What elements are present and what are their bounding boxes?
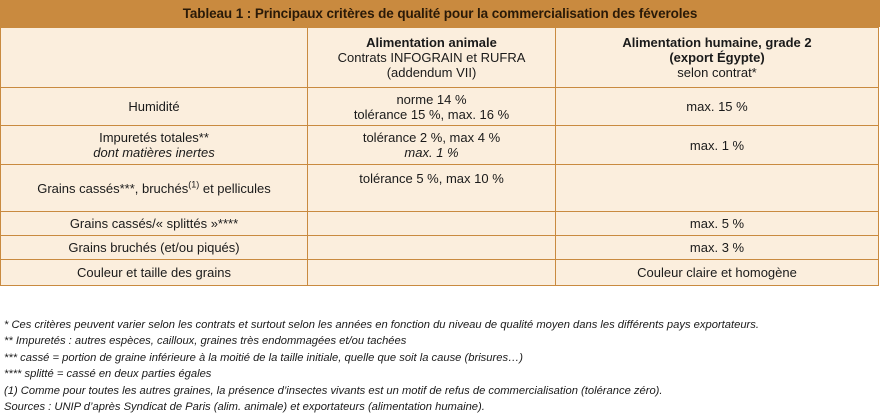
row-label-line: Impuretés totales**: [99, 130, 209, 145]
footnotes: [4, 317, 876, 415]
row-label: [1, 126, 308, 165]
animal-line: tolérance 2 %, max 4 %: [362, 130, 501, 145]
sources-line: Sources : UNIP d’après Syndicat de Paris (alim. animale) et exportateurs (alimentation humaine).: [4, 401, 485, 414]
footnote-line: * Ces critères peuvent varier selon les contrats et surtout selon les années en fonction du niveau de qualité moyen dans les différents pays exportateurs.: [4, 319, 759, 331]
table-row-splittes: [1, 212, 879, 236]
row-label: Couleur et taille des grains: [1, 260, 308, 286]
cell-human: [556, 165, 879, 212]
footnote-ref: (1): [188, 179, 200, 190]
row-label: [1, 165, 308, 212]
header-human-title: Alimentation humaine, grade 2: [622, 35, 812, 50]
row-label-subline: dont matières inertes: [93, 145, 215, 160]
footnote-line: (1) Comme pour toutes les autres graines, la présence d’insectes vivants est un motif de refus de commercialisation (tolérance zéro).: [4, 384, 663, 397]
cell-animal: [308, 236, 556, 260]
table-row-bruches: [1, 236, 879, 260]
row-label: Grains bruchés (et/ou piqués): [1, 236, 308, 260]
header-animal-title: Alimentation animale: [366, 35, 497, 50]
header-animal-contracts: Contrats INFOGRAIN et RUFRA: [337, 50, 526, 65]
table-row-casses: [1, 165, 879, 212]
header-cell-animal: [308, 28, 556, 88]
animal-line: max. 1 %: [404, 145, 459, 160]
animal-line: tolérance 15 %, max. 16 %: [353, 106, 510, 122]
cell-animal: tolérance 5 %, max 10 %: [308, 165, 556, 212]
cell-animal: [308, 126, 556, 165]
cell-animal: [308, 88, 556, 126]
table-row-couleur: [1, 260, 879, 286]
footnote-line: *** cassé = portion de graine inférieure à la moitié de la taille initiale, quelle que soit la cause (brisures…): [4, 351, 523, 364]
cell-animal: [308, 212, 556, 236]
header-cell-criteria: [1, 28, 308, 88]
footnote-line: **** splitté = cassé en deux parties égales: [4, 368, 212, 381]
table-title: Tableau 1 : Principaux critères de qualité pour la commercialisation des féveroles: [0, 0, 880, 27]
cell-human: max. 3 %: [556, 236, 879, 260]
quality-criteria-table: [0, 27, 879, 286]
header-human-contract: selon contrat*: [677, 65, 757, 80]
row-label: Grains cassés/« splittés »****: [1, 212, 308, 236]
cell-animal: [308, 260, 556, 286]
row-label-text: et pellicules: [199, 180, 271, 196]
row-label: Humidité: [1, 88, 308, 126]
cell-human: Couleur claire et homogène: [556, 260, 879, 286]
table-header-row: [1, 28, 879, 88]
footnote-line: ** Impuretés : autres espèces, cailloux, graines très endommagées et/ou tachées: [4, 335, 407, 348]
row-label-text: Grains cassés***, bruchés: [37, 180, 189, 196]
cell-human: max. 15 %: [556, 88, 879, 126]
table-row-impuretes: [1, 126, 879, 165]
header-animal-addendum: (addendum VII): [386, 65, 477, 80]
cell-human: max. 5 %: [556, 212, 879, 236]
header-cell-human: [556, 28, 879, 88]
header-human-export: (export Égypte): [669, 50, 765, 65]
table-row-humidite: [1, 88, 879, 126]
animal-line: norme 14 %: [396, 91, 467, 107]
cell-human: max. 1 %: [556, 126, 879, 165]
